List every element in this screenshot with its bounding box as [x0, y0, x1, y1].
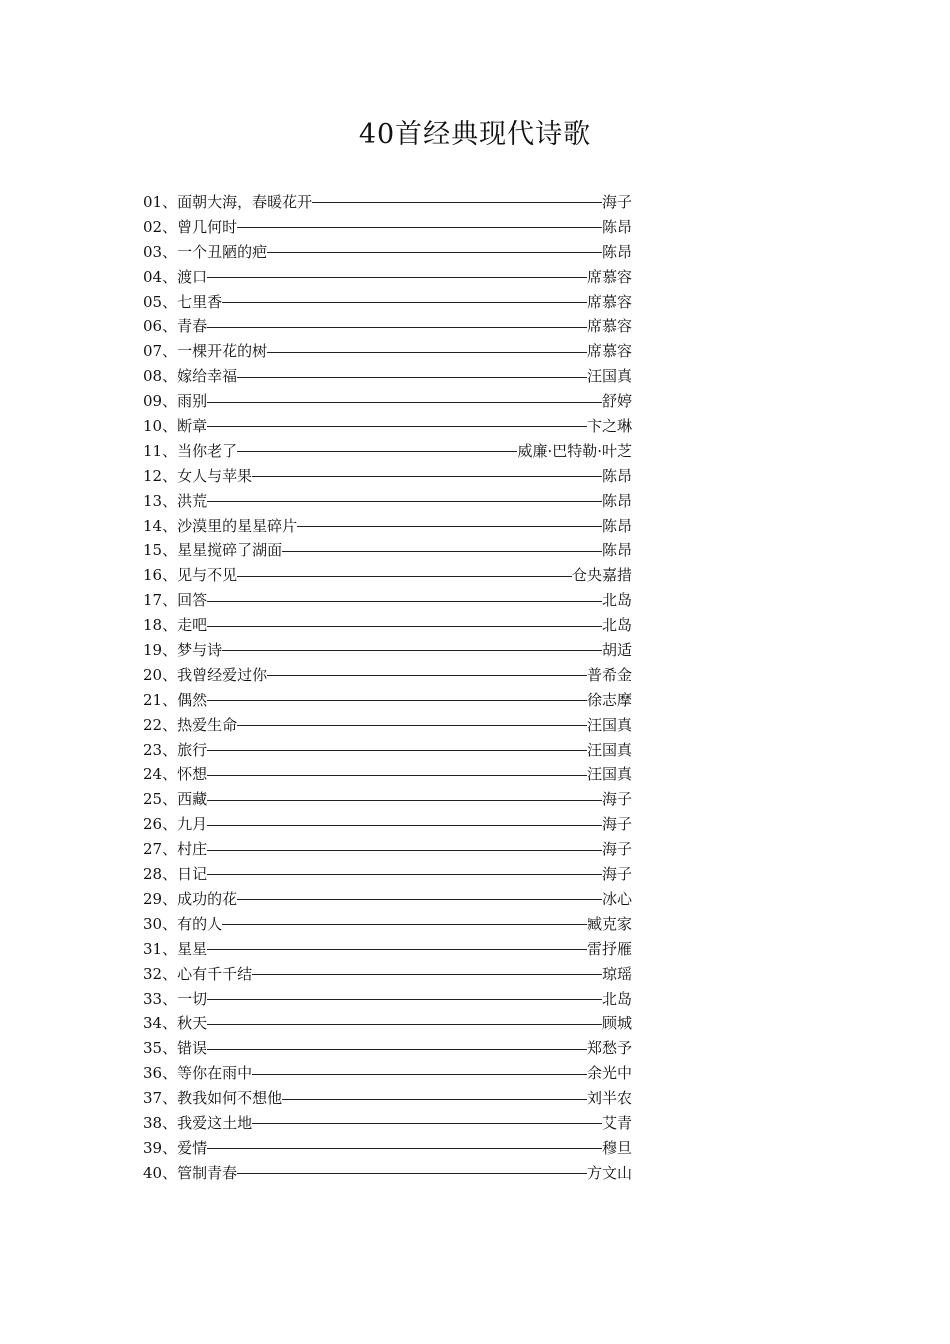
toc-entry-number: 35、	[143, 1039, 178, 1058]
toc-entry	[143, 215, 632, 240]
toc-entry-poem-title: 雨别	[177, 392, 208, 411]
toc-leader-line	[207, 775, 587, 776]
toc-entry-poem-title: 村庄	[177, 840, 208, 859]
toc-entry	[143, 1136, 632, 1161]
toc-entry-author: 方文山	[586, 1163, 632, 1182]
toc-entry-poem-title: 一切	[177, 989, 208, 1008]
toc-entry-author: 汪国真	[586, 740, 632, 759]
toc-entry-author: 汪国真	[586, 765, 632, 784]
toc-leader-line	[252, 476, 602, 477]
toc-entry-poem-title: 走吧	[177, 616, 208, 635]
table-of-contents	[143, 190, 632, 1186]
toc-entry	[143, 1161, 632, 1186]
toc-leader-line	[207, 1148, 602, 1149]
toc-entry-number: 19、	[143, 641, 178, 660]
toc-leader-line	[207, 874, 602, 875]
toc-entry-poem-title: 我爱这土地	[177, 1113, 253, 1132]
toc-entry	[143, 1036, 632, 1061]
toc-entry-poem-title: 爱情	[177, 1138, 208, 1157]
toc-entry-number: 28、	[143, 865, 178, 884]
toc-entry-poem-title: 我曾经爱过你	[177, 665, 268, 684]
toc-entry-number: 24、	[143, 765, 178, 784]
toc-leader-line	[237, 377, 587, 378]
toc-entry	[143, 1061, 632, 1086]
toc-entry-author: 席慕容	[586, 317, 632, 336]
toc-leader-line	[282, 1099, 587, 1100]
toc-entry	[143, 588, 632, 613]
toc-entry-number: 37、	[143, 1089, 178, 1108]
toc-leader-line	[297, 526, 602, 527]
toc-entry-poem-title: 管制青春	[177, 1163, 238, 1182]
toc-entry-author: 席慕容	[586, 267, 632, 286]
toc-entry-poem-title: 秋天	[177, 1014, 208, 1033]
toc-entry-number: 16、	[143, 566, 178, 585]
toc-entry	[143, 190, 632, 215]
toc-entry-number: 25、	[143, 790, 178, 809]
toc-entry-author: 海子	[601, 193, 632, 211]
toc-entry-author: 徐志摩	[586, 690, 632, 709]
toc-entry	[143, 514, 632, 539]
toc-entry-author: 卞之琳	[586, 417, 632, 436]
toc-entry-poem-title: 洪荒	[177, 491, 208, 510]
toc-leader-line	[207, 601, 602, 602]
toc-entry	[143, 638, 632, 663]
toc-entry-poem-title: 嫁给幸福	[177, 367, 238, 386]
toc-leader-line	[207, 626, 602, 627]
toc-entry-author: 海子	[601, 840, 632, 859]
toc-entry	[143, 937, 632, 962]
toc-entry-author: 雷抒雁	[586, 939, 632, 958]
toc-entry-number: 08、	[143, 367, 178, 386]
toc-entry	[143, 837, 632, 862]
toc-entry	[143, 290, 632, 315]
toc-entry-number: 23、	[143, 740, 178, 759]
toc-entry-author: 陈昂	[601, 217, 632, 236]
toc-entry-author: 仓央嘉措	[571, 566, 632, 585]
toc-entry-author: 臧克家	[586, 914, 632, 933]
toc-entry-number: 04、	[143, 267, 178, 286]
toc-entry	[143, 613, 632, 638]
toc-entry-number: 18、	[143, 616, 178, 635]
toc-entry-author: 普希金	[586, 665, 632, 684]
toc-entry-poem-title: 沙漠里的星星碎片	[177, 516, 298, 535]
toc-entry-author: 威廉·巴特勒·叶芝	[517, 441, 632, 460]
toc-entry	[143, 563, 632, 588]
toc-entry-poem-title: 星星搅碎了湖面	[177, 541, 283, 560]
toc-entry-poem-title: 回答	[177, 591, 208, 610]
toc-entry-poem-title: 教我如何不想他	[177, 1089, 283, 1108]
toc-entry-poem-title: 成功的花	[177, 889, 238, 908]
toc-leader-line	[222, 650, 602, 651]
toc-entry-author: 北岛	[601, 616, 632, 635]
toc-entry-number: 27、	[143, 840, 178, 859]
toc-leader-line	[207, 1024, 602, 1025]
toc-entry-number: 32、	[143, 964, 178, 983]
toc-entry-number: 39、	[143, 1138, 178, 1157]
toc-entry	[143, 987, 632, 1012]
toc-entry-poem-title: 错误	[177, 1039, 208, 1058]
toc-entry-number: 06、	[143, 317, 178, 336]
toc-entry-number: 10、	[143, 417, 178, 436]
toc-leader-line	[207, 999, 602, 1000]
toc-entry-author: 海子	[601, 790, 632, 809]
toc-entry-author: 穆旦	[601, 1138, 632, 1157]
toc-entry-number: 14、	[143, 516, 178, 535]
toc-entry-author: 陈昂	[601, 491, 632, 510]
toc-leader-line	[237, 899, 602, 900]
toc-entry	[143, 464, 632, 489]
toc-entry-poem-title: 断章	[177, 417, 208, 436]
toc-entry-number: 20、	[143, 665, 178, 684]
toc-entry	[143, 887, 632, 912]
toc-leader-line	[207, 800, 602, 801]
toc-leader-line	[207, 949, 587, 950]
toc-entry-number: 13、	[143, 491, 178, 510]
toc-entry-poem-title: 一个丑陋的疤	[177, 242, 268, 261]
toc-entry-author: 胡适	[601, 641, 632, 660]
toc-entry-poem-title: 一棵开花的树	[177, 342, 268, 361]
toc-entry-poem-title: 女人与苹果	[177, 466, 253, 485]
toc-entry-poem-title: 怀想	[177, 765, 208, 784]
toc-entry-poem-title: 热爱生命	[177, 715, 238, 734]
toc-leader-line	[252, 974, 602, 975]
toc-leader-line	[237, 725, 587, 726]
toc-leader-line	[207, 501, 602, 502]
toc-entry	[143, 912, 632, 937]
toc-leader-line	[237, 451, 517, 452]
toc-entry-author: 陈昂	[601, 466, 632, 485]
toc-entry-author: 陈昂	[601, 541, 632, 560]
toc-entry-poem-title: 七里香	[177, 292, 223, 311]
toc-entry	[143, 489, 632, 514]
toc-entry	[143, 389, 632, 414]
toc-entry-number: 38、	[143, 1113, 178, 1132]
toc-entry-number: 21、	[143, 690, 178, 709]
toc-entry-number: 11、	[143, 441, 178, 460]
toc-entry-author: 顾城	[601, 1014, 632, 1033]
toc-leader-line	[222, 924, 587, 925]
toc-entry	[143, 439, 632, 464]
toc-leader-line	[207, 850, 602, 851]
toc-entry-author: 刘半农	[586, 1089, 632, 1108]
toc-entry	[143, 414, 632, 439]
toc-entry	[143, 663, 632, 688]
toc-entry-poem-title: 曾几何时	[177, 217, 238, 236]
toc-entry	[143, 339, 632, 364]
toc-entry-poem-title: 旅行	[177, 740, 208, 759]
toc-entry-number: 40、	[143, 1163, 178, 1182]
toc-entry	[143, 1111, 632, 1136]
toc-entry-author: 汪国真	[586, 715, 632, 734]
toc-entry-number: 17、	[143, 591, 178, 610]
toc-leader-line	[207, 402, 602, 403]
toc-entry-number: 33、	[143, 989, 178, 1008]
toc-entry-poem-title: 梦与诗	[177, 641, 223, 660]
toc-entry-poem-title: 渡口	[177, 267, 208, 286]
toc-entry-poem-title: 心有千千结	[177, 964, 253, 983]
toc-entry	[143, 538, 632, 563]
toc-entry	[143, 962, 632, 987]
toc-entry-author: 艾青	[601, 1113, 632, 1132]
toc-entry	[143, 713, 632, 738]
toc-leader-line	[207, 825, 602, 826]
toc-entry-poem-title: 日记	[177, 865, 208, 884]
toc-entry	[143, 314, 632, 339]
toc-entry-poem-title: 九月	[177, 815, 208, 834]
toc-entry	[143, 688, 632, 713]
toc-leader-line	[282, 551, 602, 552]
toc-entry-number: 15、	[143, 541, 178, 560]
toc-entry-author: 席慕容	[586, 292, 632, 311]
toc-entry-author: 北岛	[601, 591, 632, 610]
toc-entry	[143, 364, 632, 389]
toc-entry-author: 海子	[601, 815, 632, 834]
toc-entry-author: 席慕容	[586, 342, 632, 361]
toc-entry-poem-title: 青春	[177, 317, 208, 336]
toc-entry	[143, 862, 632, 887]
toc-entry-number: 07、	[143, 342, 178, 361]
toc-entry-number: 12、	[143, 466, 178, 485]
toc-entry-poem-title: 有的人	[177, 914, 223, 933]
toc-entry-number: 36、	[143, 1064, 178, 1083]
toc-entry	[143, 738, 632, 763]
toc-entry-author: 汪国真	[586, 367, 632, 386]
toc-leader-line	[237, 576, 572, 577]
toc-leader-line	[207, 426, 587, 427]
toc-entry	[143, 265, 632, 290]
toc-entry-author: 海子	[601, 865, 632, 884]
document-title: 40首经典现代诗歌	[358, 119, 592, 150]
toc-leader-line	[207, 327, 587, 328]
toc-entry-number: 34、	[143, 1014, 178, 1033]
toc-entry	[143, 240, 632, 265]
toc-entry-author: 琼瑶	[601, 964, 632, 983]
toc-entry-number: 09、	[143, 392, 178, 411]
toc-leader-line	[312, 202, 602, 203]
toc-entry-number: 31、	[143, 939, 178, 958]
toc-entry-author: 北岛	[601, 989, 632, 1008]
toc-leader-line	[207, 750, 587, 751]
toc-entry-number: 01、	[143, 193, 178, 211]
toc-entry-author: 余光中	[586, 1064, 632, 1083]
toc-entry	[143, 787, 632, 812]
toc-entry-number: 29、	[143, 889, 178, 908]
toc-entry-poem-title: 星星	[177, 939, 208, 958]
toc-entry-author: 郑愁予	[586, 1039, 632, 1058]
toc-entry-poem-title: 当你老了	[177, 441, 238, 460]
toc-entry	[143, 762, 632, 787]
toc-entry-author: 冰心	[601, 889, 632, 908]
toc-entry	[143, 812, 632, 837]
toc-entry-poem-title: 偶然	[177, 690, 208, 709]
toc-entry-poem-title: 面朝大海，春暖花开	[177, 193, 313, 211]
toc-entry-author: 舒婷	[601, 392, 632, 411]
toc-leader-line	[237, 1173, 587, 1174]
toc-entry-number: 22、	[143, 715, 178, 734]
toc-entry-number: 02、	[143, 217, 178, 236]
toc-entry-poem-title: 等你在雨中	[177, 1064, 253, 1083]
toc-entry	[143, 1086, 632, 1111]
toc-leader-line	[267, 252, 602, 253]
toc-entry-number: 05、	[143, 292, 178, 311]
toc-leader-line	[267, 352, 587, 353]
toc-entry-author: 陈昂	[601, 516, 632, 535]
toc-leader-line	[222, 302, 587, 303]
toc-entry-number: 03、	[143, 242, 178, 261]
toc-entry-poem-title: 西藏	[177, 790, 208, 809]
toc-entry-poem-title: 见与不见	[177, 566, 238, 585]
toc-entry-number: 30、	[143, 914, 178, 933]
toc-leader-line	[252, 1074, 587, 1075]
toc-entry-number: 26、	[143, 815, 178, 834]
toc-leader-line	[207, 277, 587, 278]
toc-leader-line	[252, 1123, 602, 1124]
toc-entry	[143, 1011, 632, 1036]
toc-leader-line	[207, 1049, 587, 1050]
toc-leader-line	[237, 227, 602, 228]
toc-entry-author: 陈昂	[601, 242, 632, 261]
toc-leader-line	[207, 700, 587, 701]
toc-leader-line	[267, 675, 587, 676]
